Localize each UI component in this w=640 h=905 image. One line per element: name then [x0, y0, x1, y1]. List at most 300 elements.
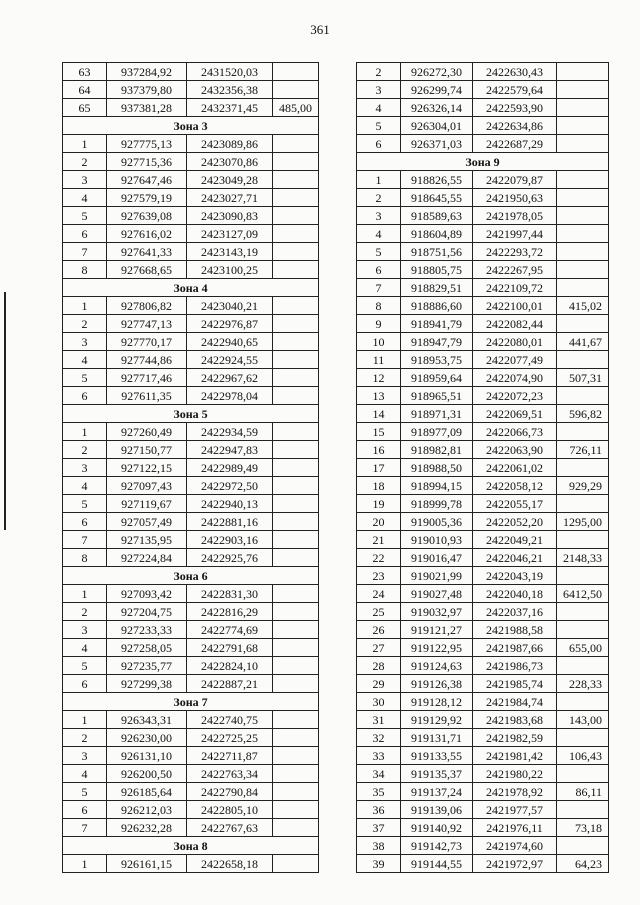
- area-value: [273, 657, 319, 675]
- x-coordinate: 927150,77: [107, 441, 187, 459]
- area-value: [557, 387, 609, 405]
- point-row: [357, 657, 609, 675]
- point-row: [357, 585, 609, 603]
- point-row: [357, 603, 609, 621]
- point-row: [63, 819, 319, 837]
- area-value: 726,11: [557, 441, 609, 459]
- point-row: [63, 153, 319, 171]
- point-number: 1: [63, 423, 107, 441]
- x-coordinate: 919135,37: [401, 765, 473, 783]
- x-coordinate: 927668,65: [107, 261, 187, 279]
- area-value: [557, 189, 609, 207]
- point-number: 13: [357, 387, 401, 405]
- x-coordinate: 918965,51: [401, 387, 473, 405]
- point-row: [63, 549, 319, 567]
- area-value: [273, 261, 319, 279]
- point-number: 29: [357, 675, 401, 693]
- point-number: 34: [357, 765, 401, 783]
- y-coordinate: 2423049,28: [187, 171, 273, 189]
- point-row: [63, 729, 319, 747]
- area-value: [273, 297, 319, 315]
- point-number: 2: [63, 315, 107, 333]
- area-value: [557, 351, 609, 369]
- x-coordinate: 926343,31: [107, 711, 187, 729]
- zone-header-row: [63, 837, 319, 855]
- point-number: 24: [357, 585, 401, 603]
- point-row: [63, 801, 319, 819]
- y-coordinate: 2423089,86: [187, 135, 273, 153]
- x-coordinate: 919140,92: [401, 819, 473, 837]
- area-value: [273, 135, 319, 153]
- point-number: 21: [357, 531, 401, 549]
- point-number: 7: [63, 819, 107, 837]
- x-coordinate: 927717,46: [107, 369, 187, 387]
- y-coordinate: 2422816,29: [187, 603, 273, 621]
- point-row: [357, 765, 609, 783]
- point-number: 17: [357, 459, 401, 477]
- point-row: [357, 225, 609, 243]
- x-coordinate: 919122,95: [401, 639, 473, 657]
- point-row: [63, 747, 319, 765]
- x-coordinate: 927770,17: [107, 333, 187, 351]
- margin-scan-line: [4, 292, 6, 530]
- area-value: [273, 189, 319, 207]
- zone-header-row: [63, 117, 319, 135]
- point-row: [63, 783, 319, 801]
- coordinates-table-left: [62, 62, 319, 873]
- area-value: [273, 477, 319, 495]
- point-row: [357, 549, 609, 567]
- point-row: [357, 333, 609, 351]
- point-number: 5: [357, 243, 401, 261]
- point-row: [63, 135, 319, 153]
- y-coordinate: 2422055,17: [473, 495, 557, 513]
- point-row: [357, 171, 609, 189]
- area-value: 86,11: [557, 783, 609, 801]
- y-coordinate: 2421986,73: [473, 657, 557, 675]
- point-row: [63, 711, 319, 729]
- point-row: [357, 639, 609, 657]
- point-number: 1: [63, 585, 107, 603]
- x-coordinate: 926161,15: [107, 855, 187, 873]
- point-row: [357, 261, 609, 279]
- point-number: 35: [357, 783, 401, 801]
- y-coordinate: 2422887,21: [187, 675, 273, 693]
- area-value: [273, 351, 319, 369]
- x-coordinate: 918999,78: [401, 495, 473, 513]
- point-row: [357, 477, 609, 495]
- area-value: [557, 837, 609, 855]
- point-row: [63, 315, 319, 333]
- point-number: 8: [63, 549, 107, 567]
- y-coordinate: 2422925,76: [187, 549, 273, 567]
- zone-header-row: [63, 567, 319, 585]
- x-coordinate: 927806,82: [107, 297, 187, 315]
- x-coordinate: 918947,79: [401, 333, 473, 351]
- point-row: [63, 477, 319, 495]
- y-coordinate: 2422267,95: [473, 261, 557, 279]
- point-number: 7: [63, 531, 107, 549]
- x-coordinate: 918805,75: [401, 261, 473, 279]
- point-row: [357, 135, 609, 153]
- y-coordinate: 2431520,03: [187, 63, 273, 81]
- point-row: [63, 603, 319, 621]
- point-row: [63, 855, 319, 873]
- point-row: [357, 369, 609, 387]
- y-coordinate: 2422072,23: [473, 387, 557, 405]
- point-row: [63, 495, 319, 513]
- point-row: [63, 675, 319, 693]
- point-row: [63, 657, 319, 675]
- area-value: [273, 549, 319, 567]
- y-coordinate: 2421976,11: [473, 819, 557, 837]
- area-value: 73,18: [557, 819, 609, 837]
- x-coordinate: 937379,80: [107, 81, 187, 99]
- x-coordinate: 918988,50: [401, 459, 473, 477]
- area-value: [557, 657, 609, 675]
- x-coordinate: 926185,64: [107, 783, 187, 801]
- x-coordinate: 919142,73: [401, 837, 473, 855]
- point-row: [63, 297, 319, 315]
- x-coordinate: 927057,49: [107, 513, 187, 531]
- zone-title: Зона 6: [63, 567, 319, 585]
- y-coordinate: 2422630,43: [473, 63, 557, 81]
- x-coordinate: 926272,30: [401, 63, 473, 81]
- point-row: [357, 423, 609, 441]
- point-number: 19: [357, 495, 401, 513]
- x-coordinate: 926232,28: [107, 819, 187, 837]
- x-coordinate: 926131,10: [107, 747, 187, 765]
- y-coordinate: 2422069,51: [473, 405, 557, 423]
- y-coordinate: 2422934,59: [187, 423, 273, 441]
- point-row: [357, 495, 609, 513]
- y-coordinate: 2422687,29: [473, 135, 557, 153]
- y-coordinate: 2422037,16: [473, 603, 557, 621]
- y-coordinate: 2422790,84: [187, 783, 273, 801]
- point-number: 4: [63, 765, 107, 783]
- y-coordinate: 2422831,30: [187, 585, 273, 603]
- x-coordinate: 919121,27: [401, 621, 473, 639]
- point-number: 3: [357, 81, 401, 99]
- y-coordinate: 2422940,13: [187, 495, 273, 513]
- x-coordinate: 927233,33: [107, 621, 187, 639]
- point-row: [357, 117, 609, 135]
- point-row: [63, 513, 319, 531]
- y-coordinate: 2422293,72: [473, 243, 557, 261]
- x-coordinate: 927647,46: [107, 171, 187, 189]
- x-coordinate: 926326,14: [401, 99, 473, 117]
- area-value: [557, 63, 609, 81]
- y-coordinate: 2421978,92: [473, 783, 557, 801]
- point-number: 3: [63, 459, 107, 477]
- zone-header-row: [63, 693, 319, 711]
- point-row: [63, 189, 319, 207]
- point-number: 11: [357, 351, 401, 369]
- x-coordinate: 919124,63: [401, 657, 473, 675]
- x-coordinate: 927258,05: [107, 639, 187, 657]
- x-coordinate: 918589,63: [401, 207, 473, 225]
- point-row: [357, 207, 609, 225]
- area-value: [273, 81, 319, 99]
- x-coordinate: 918751,56: [401, 243, 473, 261]
- area-value: [273, 441, 319, 459]
- area-value: [273, 495, 319, 513]
- x-coordinate: 918645,55: [401, 189, 473, 207]
- x-coordinate: 927093,42: [107, 585, 187, 603]
- point-row: [63, 81, 319, 99]
- point-row: [357, 819, 609, 837]
- y-coordinate: 2422805,10: [187, 801, 273, 819]
- area-value: [273, 369, 319, 387]
- area-value: [557, 423, 609, 441]
- area-value: [557, 567, 609, 585]
- area-value: [557, 81, 609, 99]
- y-coordinate: 2423027,71: [187, 189, 273, 207]
- y-coordinate: 2423040,21: [187, 297, 273, 315]
- point-number: 8: [357, 297, 401, 315]
- x-coordinate: 919131,71: [401, 729, 473, 747]
- area-value: [273, 423, 319, 441]
- area-value: [273, 585, 319, 603]
- x-coordinate: 926299,74: [401, 81, 473, 99]
- area-value: [273, 513, 319, 531]
- x-coordinate: 927747,13: [107, 315, 187, 333]
- y-coordinate: 2422924,55: [187, 351, 273, 369]
- y-coordinate: 2421980,22: [473, 765, 557, 783]
- x-coordinate: 927641,33: [107, 243, 187, 261]
- point-number: 12: [357, 369, 401, 387]
- y-coordinate: 2432356,38: [187, 81, 273, 99]
- x-coordinate: 927119,67: [107, 495, 187, 513]
- x-coordinate: 918829,51: [401, 279, 473, 297]
- area-value: 64,23: [557, 855, 609, 873]
- point-number: 33: [357, 747, 401, 765]
- point-number: 4: [63, 189, 107, 207]
- x-coordinate: 927204,75: [107, 603, 187, 621]
- point-row: [357, 441, 609, 459]
- area-value: 929,29: [557, 477, 609, 495]
- point-number: 27: [357, 639, 401, 657]
- point-row: [357, 855, 609, 873]
- x-coordinate: 919021,99: [401, 567, 473, 585]
- point-number: 3: [63, 747, 107, 765]
- y-coordinate: 2422791,68: [187, 639, 273, 657]
- y-coordinate: 2422066,73: [473, 423, 557, 441]
- area-value: 2148,33: [557, 549, 609, 567]
- point-row: [357, 531, 609, 549]
- y-coordinate: 2422077,49: [473, 351, 557, 369]
- y-coordinate: 2421981,42: [473, 747, 557, 765]
- point-row: [63, 243, 319, 261]
- point-row: [63, 639, 319, 657]
- point-number: 5: [63, 207, 107, 225]
- y-coordinate: 2423090,83: [187, 207, 273, 225]
- y-coordinate: 2423070,86: [187, 153, 273, 171]
- point-row: [63, 207, 319, 225]
- point-number: 6: [63, 513, 107, 531]
- area-value: 6412,50: [557, 585, 609, 603]
- area-value: [273, 459, 319, 477]
- point-number: 36: [357, 801, 401, 819]
- x-coordinate: 918977,09: [401, 423, 473, 441]
- point-row: [63, 351, 319, 369]
- area-value: [557, 495, 609, 513]
- point-number: 5: [63, 657, 107, 675]
- point-number: 3: [63, 171, 107, 189]
- y-coordinate: 2422978,04: [187, 387, 273, 405]
- point-number: 4: [357, 225, 401, 243]
- x-coordinate: 919032,97: [401, 603, 473, 621]
- point-number: 4: [63, 477, 107, 495]
- area-value: [273, 621, 319, 639]
- point-number: 4: [357, 99, 401, 117]
- y-coordinate: 2422740,75: [187, 711, 273, 729]
- y-coordinate: 2423127,09: [187, 225, 273, 243]
- y-coordinate: 2421978,05: [473, 207, 557, 225]
- y-coordinate: 2421972,97: [473, 855, 557, 873]
- area-value: [273, 387, 319, 405]
- y-coordinate: 2421988,58: [473, 621, 557, 639]
- point-row: [357, 189, 609, 207]
- area-value: [557, 117, 609, 135]
- y-coordinate: 2432371,45: [187, 99, 273, 117]
- y-coordinate: 2422052,20: [473, 513, 557, 531]
- y-coordinate: 2422593,90: [473, 99, 557, 117]
- point-number: 4: [63, 351, 107, 369]
- point-row: [357, 693, 609, 711]
- y-coordinate: 2421997,44: [473, 225, 557, 243]
- point-number: 32: [357, 729, 401, 747]
- point-number: 25: [357, 603, 401, 621]
- area-value: [273, 747, 319, 765]
- x-coordinate: 937381,28: [107, 99, 187, 117]
- point-number: 1: [357, 171, 401, 189]
- point-row: [357, 279, 609, 297]
- x-coordinate: 926304,01: [401, 117, 473, 135]
- point-number: 64: [63, 81, 107, 99]
- area-value: [557, 207, 609, 225]
- y-coordinate: 2422763,34: [187, 765, 273, 783]
- zone-header-row: [63, 405, 319, 423]
- point-row: [63, 225, 319, 243]
- x-coordinate: 918953,75: [401, 351, 473, 369]
- x-coordinate: 918604,89: [401, 225, 473, 243]
- y-coordinate: 2421987,66: [473, 639, 557, 657]
- y-coordinate: 2421984,74: [473, 693, 557, 711]
- x-coordinate: 918959,64: [401, 369, 473, 387]
- point-number: 2: [63, 603, 107, 621]
- x-coordinate: 927224,84: [107, 549, 187, 567]
- point-number: 7: [63, 243, 107, 261]
- x-coordinate: 919016,47: [401, 549, 473, 567]
- point-number: 8: [63, 261, 107, 279]
- point-number: 3: [63, 621, 107, 639]
- point-row: [357, 297, 609, 315]
- point-row: [357, 783, 609, 801]
- y-coordinate: 2422080,01: [473, 333, 557, 351]
- zone-title: Зона 4: [63, 279, 319, 297]
- area-value: [273, 639, 319, 657]
- y-coordinate: 2421983,68: [473, 711, 557, 729]
- y-coordinate: 2422967,62: [187, 369, 273, 387]
- x-coordinate: 927235,77: [107, 657, 187, 675]
- point-row: [357, 675, 609, 693]
- point-number: 1: [63, 135, 107, 153]
- x-coordinate: 937284,92: [107, 63, 187, 81]
- point-row: [357, 711, 609, 729]
- x-coordinate: 919129,92: [401, 711, 473, 729]
- x-coordinate: 918941,79: [401, 315, 473, 333]
- y-coordinate: 2422634,86: [473, 117, 557, 135]
- y-coordinate: 2422976,87: [187, 315, 273, 333]
- area-value: [273, 783, 319, 801]
- x-coordinate: 927775,13: [107, 135, 187, 153]
- x-coordinate: 918971,31: [401, 405, 473, 423]
- area-value: 655,00: [557, 639, 609, 657]
- point-number: 1: [63, 711, 107, 729]
- area-value: [273, 315, 319, 333]
- x-coordinate: 919139,06: [401, 801, 473, 819]
- point-row: [63, 441, 319, 459]
- point-number: 28: [357, 657, 401, 675]
- y-coordinate: 2422040,18: [473, 585, 557, 603]
- y-coordinate: 2422100,01: [473, 297, 557, 315]
- point-row: [357, 315, 609, 333]
- area-value: 143,00: [557, 711, 609, 729]
- x-coordinate: 919126,38: [401, 675, 473, 693]
- x-coordinate: 926230,00: [107, 729, 187, 747]
- y-coordinate: 2422063,90: [473, 441, 557, 459]
- x-coordinate: 927135,95: [107, 531, 187, 549]
- x-coordinate: 918826,55: [401, 171, 473, 189]
- point-row: [63, 459, 319, 477]
- area-value: [273, 333, 319, 351]
- point-number: 39: [357, 855, 401, 873]
- area-value: [557, 225, 609, 243]
- point-number: 6: [63, 801, 107, 819]
- y-coordinate: 2421974,60: [473, 837, 557, 855]
- point-number: 37: [357, 819, 401, 837]
- y-coordinate: 2422824,10: [187, 657, 273, 675]
- area-value: [273, 603, 319, 621]
- x-coordinate: 918982,81: [401, 441, 473, 459]
- zone-title: Зона 7: [63, 693, 319, 711]
- y-coordinate: 2422947,83: [187, 441, 273, 459]
- point-number: 20: [357, 513, 401, 531]
- area-value: [557, 99, 609, 117]
- point-row: [357, 243, 609, 261]
- area-value: 596,82: [557, 405, 609, 423]
- point-number: 5: [63, 783, 107, 801]
- area-value: 228,33: [557, 675, 609, 693]
- area-value: 1295,00: [557, 513, 609, 531]
- x-coordinate: 927299,38: [107, 675, 187, 693]
- page-number: 361: [310, 22, 330, 37]
- x-coordinate: 918994,15: [401, 477, 473, 495]
- y-coordinate: 2422989,49: [187, 459, 273, 477]
- point-row: [357, 729, 609, 747]
- point-number: 15: [357, 423, 401, 441]
- y-coordinate: 2422767,63: [187, 819, 273, 837]
- point-number: 18: [357, 477, 401, 495]
- area-value: [557, 765, 609, 783]
- y-coordinate: 2422043,19: [473, 567, 557, 585]
- x-coordinate: 927097,43: [107, 477, 187, 495]
- point-row: [63, 99, 319, 117]
- area-value: [557, 603, 609, 621]
- y-coordinate: 2422774,69: [187, 621, 273, 639]
- point-number: 23: [357, 567, 401, 585]
